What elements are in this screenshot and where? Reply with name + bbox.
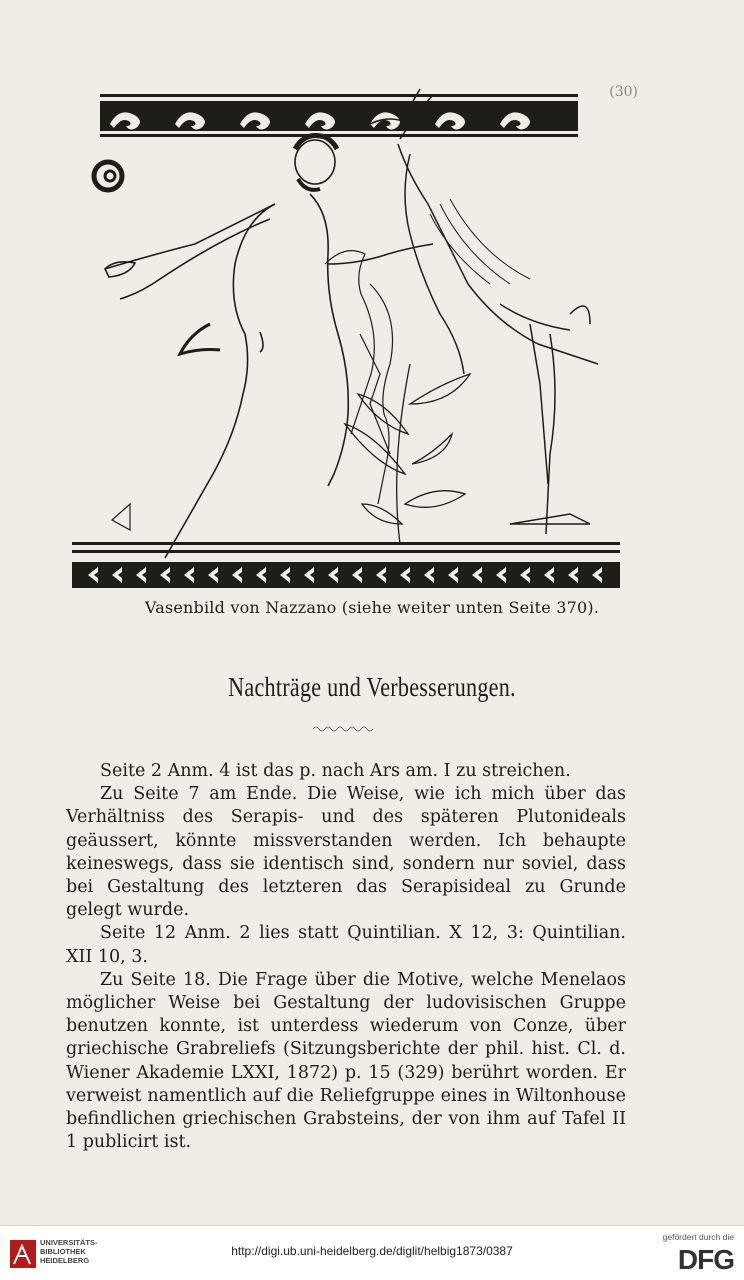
section-heading: Nachträge und Verbesserungen. (228, 672, 516, 702)
body-text (66, 760, 626, 1154)
library-name: UNIVERSITÄTS- BIBLIOTHEK HEIDELBERG (40, 1238, 98, 1265)
footer-bar (0, 1225, 744, 1280)
dfg-logo: DFG (677, 1244, 734, 1275)
figure-caption: Vasenbild von Nazzano (siehe weiter unten Seite 370). (144, 598, 600, 617)
spiral-ornament (94, 162, 122, 190)
fawn-figure (370, 89, 598, 534)
paragraph: Zu Seite 18. Die Frage über die Motive, welche Menelaos möglicher Weise bei Gestaltung der ludovisischen Gruppe benutzen konnte, ist unterdess wiederum von Conze, über griechische Grabreliefs (Sitzungsberichte der phil. hist. Cl. d. Wiener Akademie LXXI, 1872) p. 15 (329) berührt worden. Er verweist namentlich auf die Reliefgruppe eines in Wiltonhouse befindlichen griechischen Grabsteins, der von ihm auf Tafel II 1 publicirt ist. (66, 969, 626, 1153)
paragraph: Zu Seite 7 am Ende. Die Weise, wie ich mich über das Verhältniss des Serapis- und des späteren Plutonideals geäussert, könnte missverstanden werden. Ich behaupte keineswegs, dass sie identisch sind, sondern nur soviel, dass bei Gestaltung des letzteren das Serapisideal zu Grunde gelegt wurde. (66, 784, 626, 921)
funding-note: gefördert durch die (662, 1232, 734, 1242)
vase-painting-illustration (70, 84, 630, 599)
wave-border-top (100, 94, 578, 137)
permalink-url[interactable]: http://digi.ub.uni-heidelberg.de/diglit/helbig1873/0387 (231, 1244, 513, 1258)
paragraph: Seite 12 Anm. 2 lies statt Quintilian. X 12, 3: Quintilian. XII 10, 3. (66, 923, 626, 967)
paragraph: Seite 2 Anm. 4 ist das p. nach Ars am. I zu streichen. (100, 761, 571, 781)
bottom-border (72, 542, 620, 588)
satyr-figure (105, 136, 433, 559)
plant-branch (345, 364, 470, 544)
drapery (325, 251, 393, 504)
page-number: (30) (609, 84, 638, 100)
heading-ornament (313, 724, 373, 734)
